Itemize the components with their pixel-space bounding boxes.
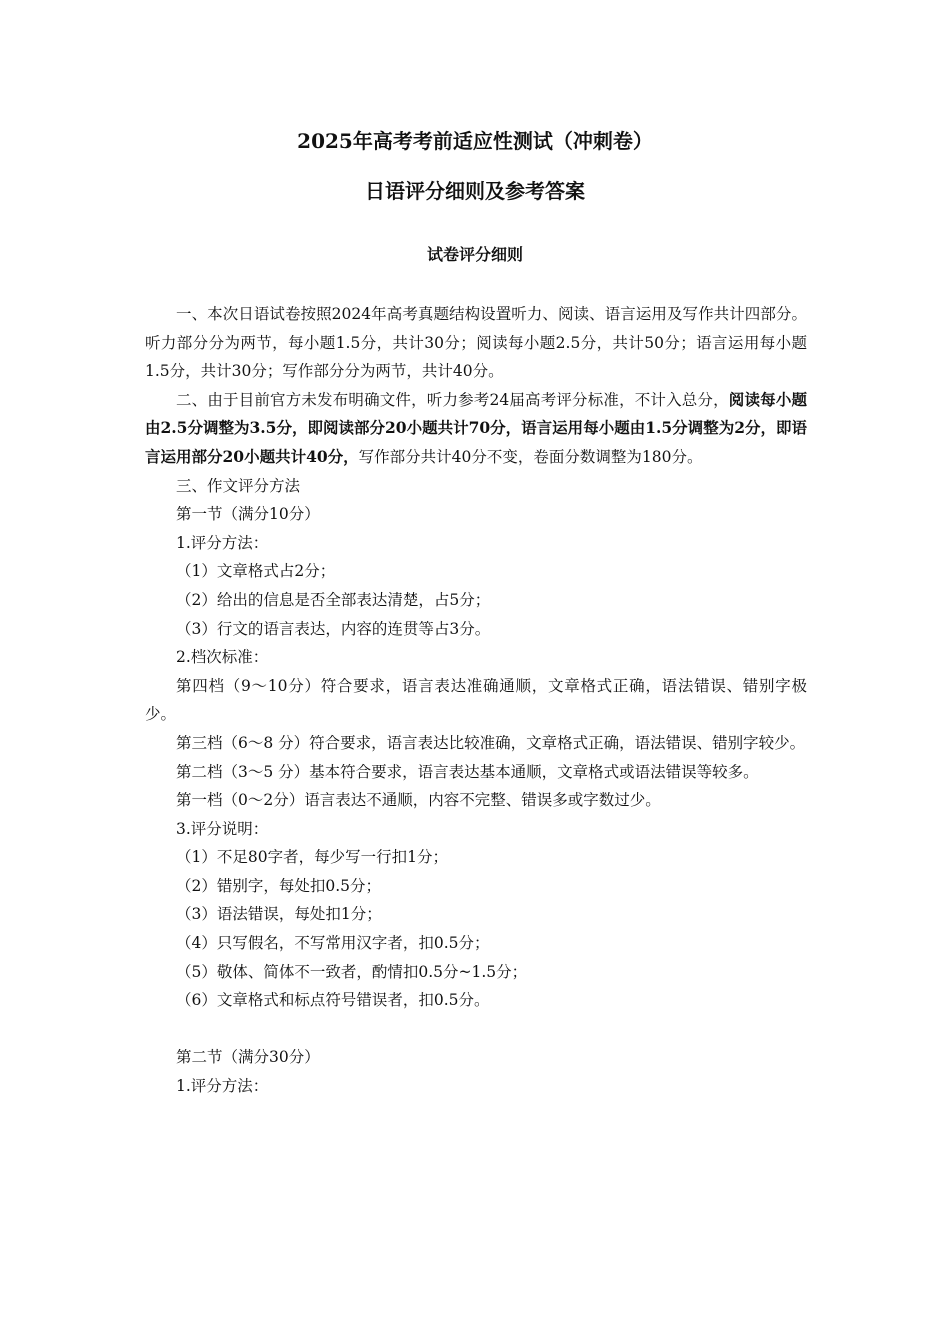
paragraph-adjustment [145, 386, 807, 472]
document-subtitle: 日语评分细则及参考答案 [365, 179, 585, 203]
level-item: 第二档（3～5 分）基本符合要求，语言表达基本通顺，文章格式或语法错误等较多。 [176, 762, 759, 781]
section1-notes-heading: 3.评分说明： [176, 819, 269, 838]
section2-heading: 第二节（满分30分） [176, 1048, 320, 1067]
note-item: （2）错别字，每处扣0.5分； [176, 876, 382, 895]
adjustment-end: 写作部分共计40分不变，卷面分数调整为180分。 [358, 447, 703, 466]
note-item: （5）敬体、简体不一致者，酌情扣0.5分~1.5分； [176, 962, 528, 981]
method-item: （1）文章格式占2分； [176, 562, 336, 581]
section1-level-heading: 2.档次标准： [176, 648, 269, 667]
section1-method-heading: 1.评分方法： [176, 533, 269, 552]
note-item: （4）只写假名，不写常用汉字者，扣0.5分； [176, 934, 490, 953]
note-item: （1）不足80字者，每少写一行扣1分； [176, 848, 448, 867]
blank-line [145, 1015, 807, 1044]
level-item: 第一档（0～2分）语言表达不通顺，内容不完整、错误多或字数过少。 [176, 791, 661, 810]
paragraph-writing-method: 三、作文评分方法 [176, 476, 301, 495]
method-item: （2）给出的信息是否全部表达清楚，占5分； [176, 590, 491, 609]
method-item: （3）行文的语言表达，内容的连贯等占3分。 [176, 619, 491, 638]
section-heading: 试卷评分细则 [426, 245, 523, 264]
adjustment-bold: 阅读每小题由2.5分调整为3.5分，即阅读部分20小题共计70分，语言运用每小题由1.5分调整为2分，即语言运用部分20小题共计40分， [145, 389, 807, 466]
adjustment-intro: 二、由于目前官方未发布明确文件，听力参考24届高考评分标准，不计入总分， [176, 390, 729, 409]
note-item: （6）文章格式和标点符号错误者，扣0.5分。 [176, 991, 490, 1010]
document-body [145, 300, 807, 1101]
document-title: 2025年高考考前适应性测试（冲刺卷） [297, 129, 653, 153]
level-item: 第四档（9～10分）符合要求，语言表达准确通顺，文章格式正确，语法错误、错别字极少。 [145, 676, 807, 724]
paragraph-structure: 一、本次日语试卷按照2024年高考真题结构设置听力、阅读、语言运用及写作共计四部分。听力部分分为两节，每小题1.5分，共计30分；阅读每小题2.5分，共计50分；语言运用每小题1.5分，共计30分；写作部分分为两节，共计40分。 [145, 305, 807, 381]
note-item: （3）语法错误，每处扣1分； [176, 905, 382, 924]
section2-method-heading: 1.评分方法： [176, 1077, 269, 1096]
level-item: 第三档（6～8 分）符合要求，语言表达比较准确，文章格式正确，语法错误、错别字较少。 [176, 733, 806, 752]
section1-heading: 第一节（满分10分） [176, 505, 320, 524]
